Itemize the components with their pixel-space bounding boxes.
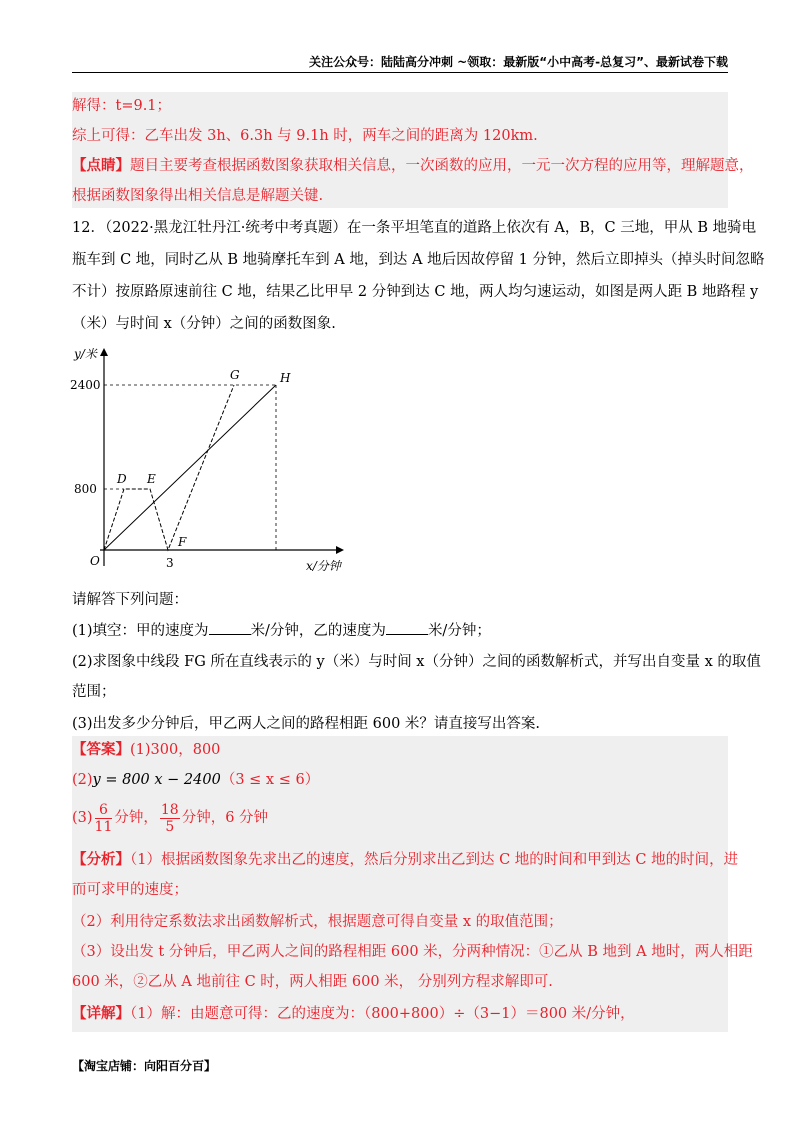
header-divider <box>72 72 728 73</box>
y-axis-label: y/米 <box>74 347 97 361</box>
answer-prefix: (3) <box>72 810 93 826</box>
function-graph <box>60 340 360 580</box>
question-text: 12．（2022·黑龙江牡丹江·统考中考真题）在一条平坦笔直的道路上依次有 A，B，C 三地，甲从 B 地骑电 <box>72 220 757 236</box>
solution-line: 综上可得：乙车出发 3h、6.3h 与 9.1h 时，两车之间的距离为 120km. <box>72 128 538 144</box>
fraction-6-11 <box>95 802 113 835</box>
analysis-line: 600 米，②乙从 A 地前往 C 时，两人相距 600 米， 分别列方程求解即可. <box>72 974 553 990</box>
point-h-label: H <box>280 371 291 385</box>
analysis-line: （2）利用待定系数法求出函数解析式，根据题意可得自变量 x 的取值范围； <box>72 914 563 930</box>
analysis-line <box>72 850 738 870</box>
x-tick-label: 3 <box>166 556 174 570</box>
analysis-tag: 【分析】 <box>72 851 130 868</box>
solution-line: 解得：t=9.1； <box>72 98 172 114</box>
key-point-tag: 【点睛】 <box>72 157 130 174</box>
y-axis-arrow <box>100 348 108 356</box>
y-tick-label: 2400 <box>70 378 101 392</box>
fraction-18-5 <box>160 802 180 835</box>
answer-formula: y = 800 x − 2400 <box>92 772 221 788</box>
y-tick-label: 800 <box>74 482 97 496</box>
q1-text-a: (1)填空：甲的速度为 <box>72 623 209 639</box>
page-footer: 【淘宝店铺：向阳百分百】 <box>72 1059 217 1073</box>
q1-text-b: 米/分钟，乙的速度为 <box>250 623 386 639</box>
detail-line <box>72 1004 635 1024</box>
answer-tag: 【答案】 <box>72 741 130 758</box>
answer-unit: 分钟，6 分钟 <box>181 810 269 826</box>
analysis-line: （3）设出发 t 分钟后，甲乙两人之间的路程相距 600 米，分两种情况：①乙从 B 地到 A 地时，两人相距 <box>72 944 753 960</box>
fraction-denominator: 11 <box>94 818 113 835</box>
answer-blank-yi[interactable] <box>386 620 428 635</box>
answer-prefix: (2) <box>72 772 93 788</box>
analysis-line: 而可求甲的速度； <box>72 882 188 898</box>
point-f-label: F <box>178 535 187 549</box>
question-part-2: (2)求图象中线段 FG 所在直线表示的 y（米）与时间 x（分钟）之间的函数解析式，并写出自变量 x 的取值 <box>72 654 761 670</box>
key-point-text: 题目主要考查根据函数图象获取相关信息，一次函数的应用，一元一次方程的应用等，理解题意， <box>130 158 754 174</box>
question-text: 瓶车到 C 地，同时乙从 B 地骑摩托车到 A 地，到达 A 地后因故停留 1 分钟，然后立即掉头（掉头时间忽略 <box>72 252 765 268</box>
x-axis-arrow <box>336 546 344 554</box>
answer-blank-jia[interactable] <box>209 620 251 635</box>
key-point <box>72 156 754 176</box>
detail-tag: 【详解】 <box>72 1005 130 1022</box>
page-header: 关注公众号：陆陆高分冲刺 ~领取：最新版“小中高考-总复习”、最新试卷下载 <box>309 55 728 69</box>
answer-text: (1)300，800 <box>130 742 221 758</box>
answer-part-1 <box>72 740 220 760</box>
answer-part-2 <box>72 770 319 790</box>
point-d-label: D <box>117 472 127 486</box>
question-text: 不计）按原路原速前往 C 地，结果乙比甲早 2 分钟到达 C 地，两人均匀速运动，如图是两人距 B 地路程 y <box>72 284 759 300</box>
analysis-text: （1）根据函数图象先求出乙的速度，然后分别求出乙到达 C 地的时间和甲到达 C 地的时间，进 <box>130 852 739 868</box>
x-axis-label: x/分钟 <box>306 559 341 573</box>
question-text: （米）与时间 x（分钟）之间的函数图象. <box>72 316 336 332</box>
answer-part-3 <box>72 800 268 836</box>
question-part-1 <box>72 620 491 641</box>
key-point-text: 根据函数图象得出相关信息是解题关键. <box>72 188 324 204</box>
jia-path-line <box>104 385 276 550</box>
origin-label: O <box>90 554 100 568</box>
answer-unit: 分钟， <box>114 810 158 826</box>
answer-range: （3 ≤ x ≤ 6） <box>220 772 320 788</box>
fraction-numerator: 18 <box>160 801 179 818</box>
question-part-2: 范围； <box>72 684 116 700</box>
q1-text-c: 米/分钟； <box>427 623 491 639</box>
point-e-label: E <box>147 472 156 486</box>
detail-text: （1）解：由题意可得：乙的速度为：（800+800）÷（3−1）＝800 米/分钟， <box>130 1006 635 1022</box>
fraction-numerator: 6 <box>95 802 113 819</box>
tasks-intro: 请解答下列问题： <box>72 592 188 608</box>
fraction-denominator: 5 <box>165 818 175 835</box>
yi-path-line <box>104 385 234 550</box>
question-part-3: (3)出发多少分钟后，甲乙两人之间的路程相距 600 米？请直接写出答案. <box>72 716 541 732</box>
point-g-label: G <box>230 368 240 382</box>
